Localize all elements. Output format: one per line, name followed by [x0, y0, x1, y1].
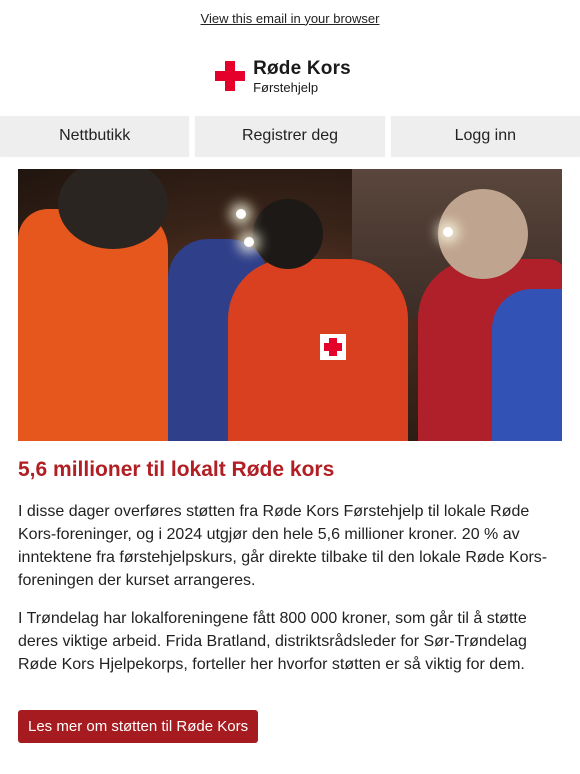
red-cross-icon — [215, 61, 245, 91]
headlamp-light — [236, 209, 246, 219]
headlamp-light — [244, 237, 254, 247]
nav-item-registrer-deg[interactable]: Registrer deg — [195, 116, 384, 156]
headlamp-light — [443, 227, 453, 237]
article-paragraph: I disse dager overføres støtten fra Røde Kors Førstehjelp til lokale Røde Kors-foreninger, og i 2024 utgjør den hele 5,6 millioner kroner. 20 % av inntektene fra førstehjelpskurs, går direkte tilbake til den lokale Røde Kors-foreningen der kurset arrangeres. — [18, 503, 548, 589]
brand-subtitle: Førstehjelp — [253, 79, 319, 95]
view-in-browser-link[interactable]: View this email in your browser — [200, 10, 380, 26]
logo-text — [253, 59, 351, 94]
hero-image[interactable] — [18, 169, 562, 441]
hero-figure-head-center — [253, 199, 323, 269]
brand-name: Røde Kors — [253, 57, 351, 79]
article-title: 5,6 millioner til lokalt Røde kors — [18, 458, 335, 481]
nav-bar — [0, 116, 580, 156]
hero-figure-arm-right — [492, 289, 562, 441]
brand-header — [0, 36, 580, 116]
hero-figure-volunteer-center — [228, 259, 408, 441]
article — [0, 156, 580, 743]
article-paragraph: I Trøndelag har lokalforeningene fått 800 000 kroner, som går til å støtte deres viktige arbeid. Frida Bratland, distriktsrådsleder for Sør-Trøndelag Røde Kors Hjelpekorps, forteller her hvorfor støtten er så viktig for dem. — [18, 610, 527, 673]
logo[interactable] — [215, 59, 351, 94]
nav-item-logg-inn[interactable]: Logg inn — [391, 116, 580, 156]
red-cross-badge-icon — [320, 334, 346, 360]
read-more-button[interactable]: Les mer om støtten til Røde Kors — [18, 710, 258, 743]
preheader — [0, 0, 580, 36]
nav-item-nettbutikk[interactable]: Nettbutikk — [0, 116, 189, 156]
